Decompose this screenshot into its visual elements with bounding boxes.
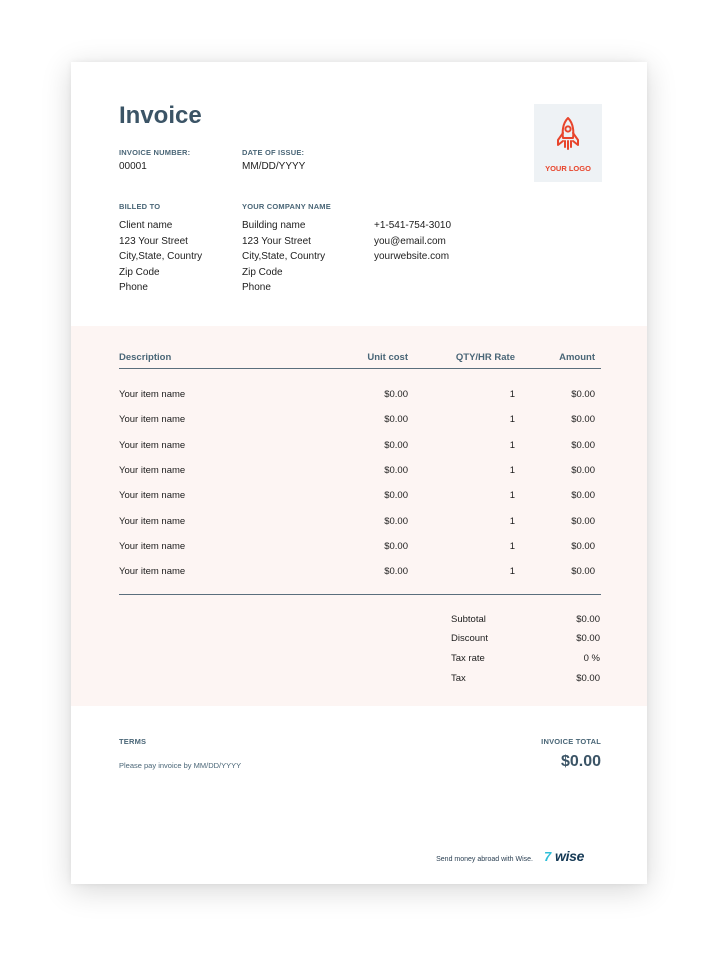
item-qty: 1 xyxy=(509,465,515,476)
date-value: MM/DD/YYYY xyxy=(242,161,306,172)
company-line: City,State, Country xyxy=(242,251,326,263)
header-description: Description xyxy=(119,352,172,363)
wise-flag-icon: 7 xyxy=(544,849,552,864)
billed-to-line: Client name xyxy=(119,220,173,231)
item-amount: $0.00 xyxy=(571,566,595,577)
summary-row-subtotal xyxy=(71,614,647,628)
item-unit-cost: $0.00 xyxy=(384,490,408,501)
table-row xyxy=(71,440,647,454)
items-divider xyxy=(119,594,601,595)
item-unit-cost: $0.00 xyxy=(384,516,408,527)
item-unit-cost: $0.00 xyxy=(384,465,408,476)
invoice-total-label: INVOICE TOTAL xyxy=(541,737,601,746)
summary-label: Subtotal xyxy=(451,614,486,625)
summary-label: Discount xyxy=(451,633,488,644)
item-amount: $0.00 xyxy=(571,490,595,501)
item-amount: $0.00 xyxy=(571,440,595,451)
rocket-icon xyxy=(554,116,582,156)
item-qty: 1 xyxy=(509,414,515,425)
invoice-sheet xyxy=(71,62,647,884)
item-qty: 1 xyxy=(509,490,515,501)
invoice-total-value: $0.00 xyxy=(560,753,601,770)
item-description: Your item name xyxy=(119,440,186,451)
wise-wordmark: wise xyxy=(555,848,585,864)
item-amount: $0.00 xyxy=(571,465,595,476)
item-description: Your item name xyxy=(119,541,186,552)
billed-to-line: Zip Code xyxy=(119,266,160,278)
summary-row-tax-rate xyxy=(71,653,647,667)
invoice-number: 00001 xyxy=(119,161,147,172)
company-email[interactable]: you@email.com xyxy=(374,235,446,247)
item-qty: 1 xyxy=(509,516,515,527)
item-description: Your item name xyxy=(119,566,186,577)
table-row xyxy=(71,414,647,428)
item-unit-cost: $0.00 xyxy=(384,389,408,400)
summary-label: Tax rate xyxy=(451,653,485,664)
item-amount: $0.00 xyxy=(571,389,595,400)
company-phone: +1-541-754-3010 xyxy=(374,220,452,231)
item-description: Your item name xyxy=(119,414,186,425)
item-amount: $0.00 xyxy=(571,541,595,552)
billed-to-line: 123 Your Street xyxy=(119,235,188,247)
summary-value: $0.00 xyxy=(576,614,600,625)
company-website[interactable]: yourwebsite.com xyxy=(374,251,450,263)
item-qty: 1 xyxy=(509,541,515,552)
billed-to-line: Phone xyxy=(119,282,148,294)
item-amount: $0.00 xyxy=(571,414,595,425)
billed-to-address xyxy=(119,218,202,296)
summary-label: Tax xyxy=(451,673,466,684)
company-contact xyxy=(374,218,451,265)
item-unit-cost: $0.00 xyxy=(384,440,408,451)
item-amount: $0.00 xyxy=(571,516,595,527)
table-row xyxy=(71,490,647,504)
company-line: Phone xyxy=(242,282,271,294)
summary-row-discount xyxy=(71,633,647,647)
line-items-section xyxy=(71,326,647,706)
terms-label: TERMS xyxy=(119,737,147,746)
logo-text: YOUR LOGO xyxy=(545,164,591,173)
table-row xyxy=(71,389,647,403)
item-qty: 1 xyxy=(509,389,515,400)
company-address xyxy=(242,218,325,296)
billed-to-line: City,State, Country xyxy=(119,251,203,263)
company-line: 123 Your Street xyxy=(242,235,311,247)
summary-value: 0 % xyxy=(583,653,600,664)
summary-value: $0.00 xyxy=(576,633,600,644)
company-line: Building name xyxy=(242,220,306,231)
header-unit-cost: Unit cost xyxy=(367,352,408,363)
item-unit-cost: $0.00 xyxy=(384,541,408,552)
date-label: DATE OF ISSUE: xyxy=(242,148,305,157)
header-divider xyxy=(119,368,601,369)
item-qty: 1 xyxy=(509,566,515,577)
company-line: Zip Code xyxy=(242,266,283,278)
item-qty: 1 xyxy=(509,440,515,451)
table-row xyxy=(71,541,647,555)
item-description: Your item name xyxy=(119,516,186,527)
item-unit-cost: $0.00 xyxy=(384,414,408,425)
item-description: Your item name xyxy=(119,490,186,501)
summary-value: $0.00 xyxy=(576,673,600,684)
table-row xyxy=(71,516,647,530)
invoice-title: Invoice xyxy=(119,102,202,129)
company-name-label: YOUR COMPANY NAME xyxy=(242,202,331,211)
table-row xyxy=(71,566,647,580)
table-row xyxy=(71,465,647,479)
invoice-number-label: INVOICE NUMBER: xyxy=(119,148,191,157)
item-description: Your item name xyxy=(119,389,186,400)
logo-placeholder[interactable] xyxy=(534,104,602,182)
header-qty: QTY/HR Rate xyxy=(455,352,515,363)
summary-row-tax xyxy=(71,673,647,687)
terms-text: Please pay invoice by MM/DD/YYYY xyxy=(119,761,242,770)
item-unit-cost: $0.00 xyxy=(384,566,408,577)
billed-to-label: BILLED TO xyxy=(119,202,161,211)
item-description: Your item name xyxy=(119,465,186,476)
footer-tagline: Send money abroad with Wise. xyxy=(436,856,533,863)
header-amount: Amount xyxy=(559,352,595,363)
